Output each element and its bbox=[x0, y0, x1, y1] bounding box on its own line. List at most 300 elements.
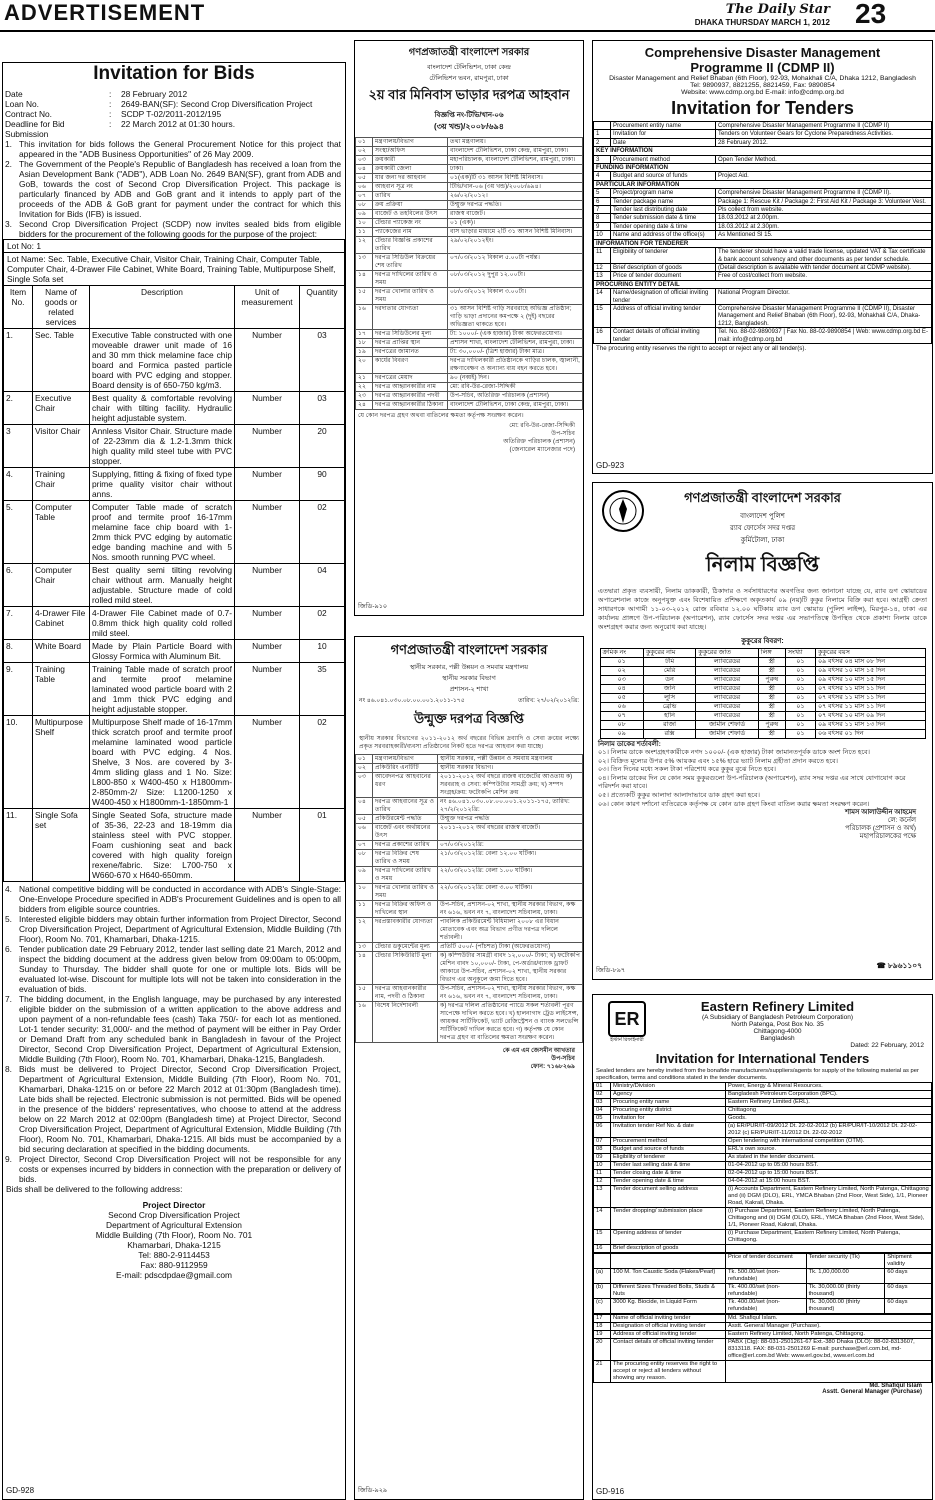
row-number: 12 bbox=[594, 263, 611, 271]
row-value: (Detail description is available with tender document at CDMP website). bbox=[716, 263, 932, 271]
row-value: Tenders on Volunteer Gears for Cyclone Preparedness Activities. bbox=[716, 130, 932, 138]
row-value: Comprehensive Disaster Management Programme II (CDMP II) bbox=[716, 122, 932, 130]
ad-sub-1: (A Subsidiary of Bangladesh Petroleum Corporation) bbox=[701, 1014, 854, 1021]
table-cell: ল্যাবরেডর bbox=[696, 694, 759, 703]
table-row bbox=[594, 289, 932, 305]
table-cell: পুরুষ bbox=[758, 721, 785, 730]
row-label: Brief description of goods bbox=[611, 263, 716, 271]
column-header bbox=[611, 1254, 726, 1269]
table-cell: ০৫ bbox=[600, 694, 643, 703]
table-row-cell: ২৬/০২/২০১২। bbox=[448, 192, 583, 201]
table-row-cell: ১৫ bbox=[356, 985, 373, 1002]
table-row-cell: 02 bbox=[594, 1091, 611, 1099]
table-row-cell: উন্মুক্ত দরপত্র পদ্ধতি। bbox=[448, 201, 583, 210]
ad-code: জিডি-৯২৯ bbox=[358, 1487, 388, 1494]
table-row bbox=[356, 156, 583, 165]
table-row bbox=[594, 248, 932, 264]
masthead bbox=[0, 0, 935, 32]
paragraph bbox=[3, 914, 345, 944]
ad-title: Invitation for Bids bbox=[93, 63, 255, 84]
section-row bbox=[594, 180, 932, 188]
paragraph bbox=[3, 1064, 345, 1154]
table-row-cell: উন্মুক্ত দরপত্র পদ্ধতি bbox=[438, 815, 583, 824]
table-row-cell: দরপত্র প্রাপ্তির স্থান bbox=[373, 339, 448, 348]
row-number: 5 bbox=[594, 189, 611, 197]
table-cell: Annless Visitor Chair. Structure made of 22-23mm dia & 1.2-1.3mm thick high quality mild steel tube with PVC stopper. bbox=[90, 425, 235, 468]
ad-code: GD-916 bbox=[596, 1487, 625, 1496]
table-row-cell: 12 bbox=[594, 1178, 611, 1186]
table-row-cell: ১৩ bbox=[356, 943, 373, 952]
table-row-cell: ১০ bbox=[356, 219, 373, 228]
table-cell: Sec. Table bbox=[33, 329, 90, 392]
ad-ref: নং ৪৬.০৪১.০৩০.০৮.০০.০০১.২০১১-১৭৫ bbox=[359, 698, 465, 704]
row-value: Free of cost/collect from website. bbox=[716, 272, 932, 280]
term-item: ০৩। তিন দিনের মধ্যে সকল টাকা পরিশোধ করে কুকুর বুঝে নিতে হবে। bbox=[598, 766, 777, 774]
row-value: Comprehensive Disaster Management Programme II (CDMP II), Disaster Management and Relief Bhaban (6th Floor), 92-93, Mohakhali C/A, Dhaka-1212, Bangladesh. bbox=[716, 304, 932, 327]
table-row bbox=[594, 189, 932, 197]
table-row-cell: প্রশাসন শাখা, বাংলাদেশ টেলিভিশন, রামপুরা, ঢাকা। bbox=[448, 339, 583, 348]
table-cell: 10 bbox=[300, 640, 345, 663]
table-row bbox=[356, 401, 583, 410]
table-cell: Number bbox=[235, 329, 300, 392]
table-row bbox=[356, 985, 583, 1002]
paragraph-text: The Government of the People's Republic of Bangladesh has received a loan from the Asian Development Bank ("ADB"), ADB Loan No. 2649 BAN(SF), grant from ADB and GoB, towards the cost of Second Crop Diversification Project. This package is particularly financed by ADB and GoB grant and it intends to apply part of the proceeds of the ADB & GoB grant for payment under the contract for which this Invitation for Bids (IFB) is issued. bbox=[19, 159, 341, 219]
table-row-cell: ক্রয়কারী জেলা bbox=[373, 165, 448, 174]
row-label: Procurement method bbox=[611, 155, 716, 163]
table-row-cell: (i) Accounts Department, Eastern Refinery Limited, North Patenga, Chittagong and (ii) DGM (DLO), ERL, YMCA Bhaban (2nd Floor, West Side), 1/1, Pioneer Road, Kakrail, Dhaka. bbox=[726, 1186, 932, 1208]
paragraph-text: Tender publication date 29 February 2012, tender last selling date 21 March, 2012 and inspect the bidding document at the address given below from 09:00am to 05:00pm, Sunday to Thursday. The bidder shall quote for one or multiple lots. Bids will be evaluated lot-wise. Discount for multiple lots will not be taken into consideration in the evaluation of bids. bbox=[19, 944, 341, 994]
signature-line: পরিচালক (প্রশাসন ও অর্থ) bbox=[845, 825, 916, 833]
table-cell: ব্রেভি bbox=[643, 703, 695, 712]
signature-line: Department of Agricultural Extension bbox=[106, 1220, 242, 1230]
table-cell: ০১ bbox=[785, 667, 815, 676]
table-row bbox=[356, 383, 583, 392]
tender-table bbox=[355, 137, 583, 410]
table-cell: Best quality & comfortable revolving chair with tilting facility. Hydraulic height adjustable system. bbox=[90, 392, 235, 425]
table-row bbox=[594, 1146, 932, 1154]
key-field-value: SCDP T-02/2011-2012/195 bbox=[121, 109, 222, 119]
ad-address: টেলিভিশন ভবন, রামপুরা, ঢাকা bbox=[429, 75, 509, 82]
table-row bbox=[356, 165, 583, 174]
table-row bbox=[594, 1083, 932, 1091]
table-row bbox=[356, 147, 583, 156]
table-row bbox=[356, 219, 583, 228]
table-row-cell: মন্ত্রণালয়/বিভাগ bbox=[373, 755, 438, 764]
table-cell: 04 bbox=[300, 564, 345, 607]
table-row-cell: মন্ত্রণালয়/বিভাগ bbox=[373, 138, 448, 147]
table-cell: ০৭ বৎসর ১১ মাস ১১ দিন bbox=[815, 703, 925, 712]
table-row-cell: 05 bbox=[594, 1115, 611, 1123]
table-row-cell: দরপত্র আহ্বানকারীর পদবী bbox=[373, 392, 448, 401]
table-row bbox=[356, 305, 583, 330]
goods-row bbox=[594, 1284, 932, 1299]
table-row-cell: ০৮/০৩/২০১২ বিকাল ৩.০০টা। bbox=[448, 288, 583, 305]
ad-org-title-2: Programme II (CDMP II) bbox=[690, 60, 835, 75]
table-cell: স্ত্রী bbox=[758, 694, 785, 703]
goods-row-cell: 60 days bbox=[885, 1299, 932, 1314]
table-cell: 03 bbox=[300, 392, 345, 425]
table-row-cell: ০৬ bbox=[356, 183, 373, 192]
row-label: Tender last distributing date bbox=[611, 206, 716, 214]
signature-line: মহাপরিচালকের পক্ষে bbox=[859, 833, 916, 841]
table-cell: Number bbox=[235, 392, 300, 425]
row-label: Eligibility of tenderer bbox=[611, 248, 716, 264]
table-row-cell: ০৭ bbox=[356, 192, 373, 201]
table-row-cell: নং ৪৬.০৪১.০৩০.০৮.০০.০০১.২০১১-১৭৫, তারিখ: ২৭/২/২০১২খ্রি: bbox=[438, 798, 583, 815]
table-row bbox=[594, 1115, 932, 1123]
table-row bbox=[594, 1331, 932, 1339]
term-item: ০৫। প্রত্যেকটি কুকুর আলাদা আলাদাভাবে ডাক গ্রহণ করা হবে। bbox=[598, 791, 760, 799]
table-row bbox=[4, 640, 345, 663]
table-cell: ০৪ bbox=[600, 685, 643, 694]
section-title: ADVERTISEMENT bbox=[4, 0, 206, 25]
section-row bbox=[594, 280, 932, 288]
ad-sub-4: Bangladesh bbox=[760, 1035, 795, 1042]
table-row-cell: 13 bbox=[594, 1186, 611, 1208]
table-row-cell: দরপত্র দাখিলকারী প্রতিষ্ঠানকে গাড়ির চালক, জ্বালানী, রক্ষণাবেক্ষণ ও অন্যান্য ব্যয় বহন করতে হবে। bbox=[448, 357, 583, 374]
key-field-row bbox=[3, 119, 345, 139]
table-row-cell: ০৫ bbox=[356, 174, 373, 183]
key-field-colon: : bbox=[109, 99, 112, 109]
table-cell: ল্যাবরেডর bbox=[696, 685, 759, 694]
table-cell: Made by Plain Particle Board with Glossy Formica with Aluminum Bit. bbox=[90, 640, 235, 663]
table-row-cell: উপ-সচিব, অতিরিক্ত পরিচালক (প্রশাসন) bbox=[448, 392, 583, 401]
table-row-cell: মহাপরিচালক, বাংলাদেশ টেলিভিশন, রামপুরা, ঢাকা। bbox=[448, 156, 583, 165]
paragraph-text: The bidding document, in the English language, may be purchased by any interested eligible bidder on the submission of a written application to the above address and upon payment of a non-refundable fees (cash) Taka 750/- for each lot as mentioned. Lot-1 tender security: 31,000/- and the method of payment will be either in Pay Order or Demand Draft from any scheduled bank in Bangladesh in favour of the Project Director, Second Crop Diversification Project, Department of Agricultural Extension, Middle Building (7th Floor), Room No. 701, Khamarbari, Dhaka-1215, Bangladesh. bbox=[19, 994, 341, 1064]
row-label: Name/designation of official inviting tender bbox=[611, 289, 716, 305]
table-row bbox=[600, 694, 925, 703]
table-row-cell: Name of official inviting tender bbox=[611, 1315, 726, 1323]
paragraph bbox=[3, 159, 345, 219]
table-cell: ০৯ বৎসর ০৪ মাস ০৮ দিন bbox=[815, 658, 925, 667]
paragraph-number: 9. bbox=[5, 1154, 12, 1164]
table-row-cell: দরপত্র বিক্রির শেষ তারিখ ও সময় bbox=[373, 850, 438, 867]
table-row bbox=[600, 658, 925, 667]
table-row-cell: ২২/০৩/২০১২খ্রি: বেলা ৩.০০ ঘটিকা। bbox=[438, 884, 583, 901]
table-cell: ০৮ bbox=[600, 721, 643, 730]
table-row bbox=[356, 943, 583, 952]
table-row-cell: PABX (Ctg): 88-031-2501261-67 Ext.-380 Dhaka (DLO): 88-02-8313607, 8313118. FAX: 88-031-2501269 E-mail: purchase@erl.com.bd, md-office@erl.com.bd Web: www.erl.gov.bd, www.erl.com.bd bbox=[726, 1339, 932, 1361]
table-row bbox=[4, 329, 345, 392]
table-row bbox=[594, 1099, 932, 1107]
table-row-cell: Eastern Refinery Limited (ERL). bbox=[726, 1099, 932, 1107]
table-cell: ০১ bbox=[785, 712, 815, 721]
table-row bbox=[594, 1245, 932, 1253]
table-row-cell: মো: রবি-উর-রেজা-সিদ্দিকী bbox=[448, 383, 583, 392]
table-row-cell: দরপত্র খোলার তারিখ ও সময় bbox=[373, 884, 438, 901]
row-value: Project Aid. bbox=[716, 172, 932, 180]
paragraph-text: This invitation for bids follows the General Procurement Notice for this project that appeared in the "ADB Business Opportunities" of 26 May 2009. bbox=[19, 139, 341, 159]
row-value: Open Tender Method. bbox=[716, 155, 932, 163]
row-label: Name and address of the office(s) bbox=[611, 231, 716, 239]
table-cell: স্ত্রী bbox=[758, 712, 785, 721]
table-row-cell: Opening address of tender bbox=[611, 1230, 726, 1245]
table-row-cell: ১৪ bbox=[356, 952, 373, 985]
goods-row-cell: 3000 Kg. Biocide, in Liquid Form bbox=[611, 1299, 726, 1314]
signature-line: Md. Shafiqul Islam bbox=[869, 1383, 922, 1389]
ad-org-title: Comprehensive Disaster Management bbox=[644, 45, 881, 60]
ad-lgd-open-tender bbox=[354, 636, 584, 1500]
table-cell: ০১ bbox=[785, 730, 815, 739]
ad-hq: র‌্যাব ফোর্সেস সদর দপ্তর bbox=[729, 525, 796, 532]
table-row-cell: ১২ bbox=[356, 237, 373, 254]
key-field-label: Date bbox=[5, 89, 23, 99]
ad-org: বাংলাদেশ টেলিভিশন, ঢাকা কেন্দ্র bbox=[427, 64, 511, 71]
table-cell: White Board bbox=[33, 640, 90, 663]
table-row-cell: দরপত্র আহবানকারীর নাম, পদবী ও ঠিকানা bbox=[373, 985, 438, 1002]
table-row-cell: Address of official inviting tender bbox=[611, 1331, 726, 1339]
lot-number: Lot No: 1 bbox=[3, 239, 345, 252]
table-row-cell: Md. Shafiqul Islam. bbox=[726, 1315, 932, 1323]
table-cell: Computer Chair bbox=[33, 564, 90, 607]
terms-list bbox=[593, 749, 932, 809]
ad-eastern-refinery bbox=[592, 994, 933, 1500]
row-number: 14 bbox=[594, 289, 611, 305]
table-cell: 11. bbox=[4, 809, 33, 882]
table-cell: জার্মান শেফার্ড bbox=[696, 730, 759, 739]
table-cell: ০৯ বৎসর ১০ মাস ১৫ দিন bbox=[815, 676, 925, 685]
table-row-cell: ০৪ bbox=[356, 798, 373, 815]
table-row-cell: Agency bbox=[611, 1091, 726, 1099]
table-row-cell: ERL's own source. bbox=[726, 1146, 932, 1154]
erl-logo-icon: ER bbox=[608, 1001, 646, 1037]
table-row-cell: স্থানীয় সরকার, পল্লী উন্নয়ন ও সমবায় মন্ত্রণালয় bbox=[438, 755, 583, 764]
table-row-cell: Procuring entity name bbox=[611, 1099, 726, 1107]
column-header: ক্রমিক নং bbox=[600, 649, 643, 658]
table-row-cell: ১৯ bbox=[356, 348, 373, 357]
paragraph bbox=[3, 884, 345, 914]
table-cell: হানি bbox=[643, 712, 695, 721]
row-value: Tel. No. 88-02-9890937 | Fax No. 88-02-9890854 | Web: www.cdmp.org.bd E-mail: info@cdmp.org.bd bbox=[716, 328, 932, 344]
table-row-cell: ১৮ bbox=[356, 339, 373, 348]
table-row bbox=[356, 348, 583, 357]
section-label: FUNDING INFORMATION bbox=[594, 164, 932, 172]
row-label: Tender submission date & time bbox=[611, 214, 716, 222]
table-row-cell: 04 bbox=[594, 1107, 611, 1115]
table-row-cell: দরপত্র আহ্বানকারীর ঠিকানা bbox=[373, 401, 448, 410]
ad-code: GD-928 bbox=[6, 1486, 35, 1495]
row-number: 1 bbox=[594, 130, 611, 138]
paragraph-text: Interested eligible bidders may obtain further information from Project Director, Second Crop Diversification Project, Department of Agricultural Extension, Middle Building (7th Floor), Room No. 701, Khamarbari, Dhaka-1215. bbox=[19, 914, 341, 944]
ad-title: নিলাম বিজ্ঞপ্তি bbox=[705, 554, 820, 576]
table-cell: ০৯ বৎসর ১০ মাস ১৫ দিন bbox=[815, 667, 925, 676]
signature-block bbox=[3, 1200, 345, 1280]
signature-block bbox=[593, 1383, 932, 1395]
table-row-cell: ০১ bbox=[356, 755, 373, 764]
table-cell: ০৩ bbox=[600, 676, 643, 685]
row-label: Budget and source of funds bbox=[611, 172, 716, 180]
table-row-cell: বাজেট ও তহবিলের উৎস bbox=[373, 210, 448, 219]
table-cell: ল্যাবরেডর bbox=[696, 658, 759, 667]
table-row bbox=[594, 304, 932, 327]
table-row-cell: (i) Purchase Department, Eastern Refinery Limited, North Patenga, Chittagong. bbox=[726, 1230, 932, 1245]
term-item: ০৪। নিলাম ডাকের দিন যে কোন সময় কুকুরগুলো উপ-পরিচালক (অপারেশন), র‌্যাব সদর দপ্তর এর সাথে যোগাযোগ করে পরিদর্শন করা যাবে। bbox=[598, 774, 906, 791]
table-row bbox=[594, 122, 932, 130]
key-field-label: Loan No. bbox=[5, 99, 39, 109]
signature-line: অতিরিক্ত পরিচালক (প্রশাসন) bbox=[503, 438, 575, 445]
table-row bbox=[356, 339, 583, 348]
table-row-cell: 02-04-2012 up to 15:00 hours BST. bbox=[726, 1170, 932, 1178]
table-row bbox=[594, 172, 932, 180]
ad-govt-header: গণপ্রজাতন্ত্রী বাংলাদেশ সরকার bbox=[684, 490, 841, 505]
erl-logo-caption: ইস্টার্ন রিফাইনারী bbox=[610, 1037, 644, 1043]
table-row-cell: ক্রয় প্রক্রিয়া bbox=[373, 201, 448, 210]
key-field-label: Deadline for Bid Submission bbox=[5, 119, 65, 139]
table-row bbox=[356, 824, 583, 841]
row-label: Address of official inviting tender bbox=[611, 304, 716, 327]
table-row-cell: 15 bbox=[594, 1230, 611, 1245]
table-row-cell: ২০১১-২০১২ অর্থ বছরের রাজস্ব বাজেট। bbox=[438, 824, 583, 841]
signature-line: লে: কর্নেল bbox=[887, 817, 916, 825]
column-header: Quantity bbox=[300, 286, 345, 329]
table-row-cell: ০৭/০৩/২০১২খ্রি: bbox=[438, 841, 583, 850]
table-cell: Executive Chair bbox=[33, 392, 90, 425]
ad-address: কুর্মিটোলা, ঢাকা bbox=[740, 537, 785, 544]
table-row bbox=[594, 206, 932, 214]
goods-row-cell: 60 days bbox=[885, 1269, 932, 1284]
table-row bbox=[356, 330, 583, 339]
key-field-row bbox=[3, 109, 345, 119]
table-cell: Single Seated Sofa, structure made of 35-36, 22-23 and 18-19mm dia stainless steel with PVC stopper. Foam cushioning seat and back covered with high quality foreign rexene/fabric. Size: L700-750 x W660-670 x H640-650mm. bbox=[90, 809, 235, 882]
goods-row-cell: Tk. 400.00/set (non-refundable) bbox=[726, 1299, 807, 1314]
table-cell: 03 bbox=[300, 329, 345, 392]
goods-row-cell: Different Sizes Threaded Bolts, Studs & Nuts bbox=[611, 1284, 726, 1299]
table-cell: 35 bbox=[300, 663, 345, 716]
column-header: Price of tender document bbox=[726, 1254, 807, 1269]
row-number: 3 bbox=[594, 155, 611, 163]
ad-sub-2: North Patenga, Post Box No. 35 bbox=[731, 1021, 824, 1028]
table-cell: স্ত্রী bbox=[758, 703, 785, 712]
table-row-cell: সংস্থা/অফিস bbox=[373, 147, 448, 156]
column-header: সংখ্যা bbox=[785, 649, 815, 658]
table-row-cell: Budget and source of funds bbox=[611, 1146, 726, 1154]
table-row-cell: টেন্ডার প্যাকেজ নং bbox=[373, 219, 448, 228]
table-row-cell: প্রকিউরমেন্ট পদ্ধতি bbox=[373, 815, 438, 824]
paragraph bbox=[3, 944, 345, 994]
ad-code: জিডি-৮৯৭ bbox=[596, 967, 626, 974]
table-row-cell: 07 bbox=[594, 1138, 611, 1146]
row-number: 15 bbox=[594, 304, 611, 327]
table-row bbox=[356, 288, 583, 305]
table-cell: 8. bbox=[4, 640, 33, 663]
paragraph-number: 3. bbox=[5, 219, 12, 229]
table-cell: পুরুষ bbox=[758, 676, 785, 685]
signature-line: Tel: 880-2-9114453 bbox=[138, 1250, 210, 1260]
column-header: Tender security (Tk) bbox=[806, 1254, 885, 1269]
paragraph-number: 1. bbox=[5, 139, 12, 149]
table-row-cell: 18 bbox=[594, 1323, 611, 1331]
table-row bbox=[600, 721, 925, 730]
row-label: Project/program name bbox=[611, 189, 716, 197]
table-row-cell: ০৯ bbox=[356, 867, 373, 884]
table-row-cell: ০৮ bbox=[356, 850, 373, 867]
signature-line: Asstt. General Manager (Purchase) bbox=[822, 1389, 922, 1395]
table-row-cell: বাজেট এবং অর্থায়নের উৎস bbox=[373, 824, 438, 841]
row-number: 16 bbox=[594, 328, 611, 344]
table-row bbox=[594, 1154, 932, 1162]
page-number: 23 bbox=[855, 0, 887, 29]
table-row bbox=[356, 392, 583, 401]
goods-row-cell: (a) bbox=[594, 1269, 611, 1284]
table-row-cell: ২৯/০২/২০১২ইং। bbox=[448, 237, 583, 254]
signature-line: ফোন: ৭১৬৮২৬৯ bbox=[530, 1063, 575, 1070]
ad-date: তারিখ: ২৭/০২/২০১২খ্রি: bbox=[518, 698, 579, 704]
goods-table bbox=[593, 1253, 932, 1314]
table-row bbox=[594, 1361, 932, 1383]
table-row-cell: ০৬ bbox=[356, 824, 373, 841]
row-value: 28 February 2012. bbox=[716, 138, 932, 146]
ad-ref-2: (৩য় খন্ড)/২০০৮/৬৯৪ bbox=[434, 122, 504, 131]
paragraph-text: Project Director, Second Crop Diversification Project will not be responsible for any costs or expenses incurred by bidders in connection with the preparation or delivery of bids. bbox=[19, 1154, 341, 1184]
table-row-cell: ১০ bbox=[356, 884, 373, 901]
row-value: As Mentioned Sl 15. bbox=[716, 231, 932, 239]
table-cell: Number bbox=[235, 663, 300, 716]
tender-table bbox=[593, 1082, 932, 1253]
row-value: 18.03.2012 at 2.30pm. bbox=[716, 222, 932, 230]
signature-line: Middle Building (7th Floor), Room No. 701 bbox=[95, 1230, 253, 1240]
table-row bbox=[356, 357, 583, 374]
table-cell: Multipurpose Shelf made of 16-17mm thick scratch proof and termite proof melamine laminated wood particle board with PVC edging. 4 Nos. Shelve, 3 Nos. are covered by 3-4mm sliding glass and 1 No. Size: L800-850 x W400-450 x H1800mm-2-850mm-2/ Size: L1200-1250 x W400-450 x H1800mm-1-1850mm-1 bbox=[90, 716, 235, 809]
section-label: PARTICULAR INFORMATION bbox=[594, 180, 932, 188]
table-row-cell: Bangladesh Petroleum Corporation (BPC). bbox=[726, 1091, 932, 1099]
goods-row-cell: Tk. 30,000.00 (thirty thousand) bbox=[806, 1284, 885, 1299]
ad-title: উন্মুক্ত দরপত্র বিজ্ঞপ্তি bbox=[414, 711, 524, 726]
table-row bbox=[594, 328, 932, 344]
table-row bbox=[594, 1208, 932, 1230]
row-value: Comprehensive Disaster Management Programme II (CDMP II). bbox=[716, 189, 932, 197]
table-row-cell: 14 bbox=[594, 1208, 611, 1230]
table-cell: জনি bbox=[643, 685, 695, 694]
key-field-row bbox=[3, 99, 345, 109]
row-label: Invitation for bbox=[611, 130, 716, 138]
table-row bbox=[600, 703, 925, 712]
column-header: কুকুরের বয়স bbox=[815, 649, 925, 658]
table-cell: রাজা bbox=[643, 721, 695, 730]
table-row-cell: দরপত্র খোলার তারিখ ও সময় bbox=[373, 288, 448, 305]
table-row-cell: Procurement method bbox=[611, 1138, 726, 1146]
table-row-cell: (i) Purchase Department, Eastern Refinery Limited, North Patenga, Chittagong and (ii) DGM (DLO), ERL, YMCA Bhaban (2nd Floor, West Side), 1/1, Pioneer Road, Kakrail, Dhaka. bbox=[726, 1208, 932, 1230]
table-row bbox=[594, 1315, 932, 1323]
ad-intro: Sealed tenders are hereby invited from the bonafide manufacturers/suppliers/agents for supply of the following material as per specification, terms and conditions stated in the tender documents. bbox=[596, 1068, 919, 1081]
table-row bbox=[594, 138, 932, 146]
table-row bbox=[356, 918, 583, 943]
ad-note: যে কোন দরপত্র গ্রহণ অথবা বাতিলের ক্ষমতা কর্তৃপক্ষ সংরক্ষণ করেন। bbox=[358, 412, 524, 419]
table-row bbox=[356, 374, 583, 383]
table-cell: 4-Drawer File Cabinet bbox=[33, 607, 90, 640]
table-row-cell: ০৩ bbox=[356, 156, 373, 165]
table-cell: ০৬ bbox=[600, 703, 643, 712]
table-row-cell: ১৬ bbox=[356, 1002, 373, 1043]
ad-sub-3: Chittagong-4000 bbox=[753, 1028, 802, 1035]
table-cell: Computer Table made of scratch proof and termite proof 16-17mm melamine face chip board with 1-2mm thick PVC edging by automatic edge banding machine and with 5 Nos. smooth running PVC wheel. bbox=[90, 501, 235, 564]
ad-ministry: স্থানীয় সরকার, পল্লী উন্নয়ন ও সমবায় মন্ত্রণালয় bbox=[409, 664, 529, 671]
table-cell: 4-Drawer File Cabinet made of 0.7-0.8mm thick high quality cold rolled mild steel. bbox=[90, 607, 235, 640]
dateline: DHAKA THURSDAY MARCH 1, 2012 bbox=[694, 18, 830, 27]
table-cell: Number bbox=[235, 640, 300, 663]
table-row bbox=[594, 197, 932, 205]
ad-title: ২য় বার মিনিবাস ভাড়ার দরপত্র আহবান bbox=[368, 87, 570, 102]
key-field-value: 2649-BAN(SF): Second Crop Diversification Project bbox=[121, 99, 313, 109]
ad-code: GD-923 bbox=[596, 461, 625, 470]
section-row bbox=[594, 239, 932, 247]
table-row bbox=[356, 850, 583, 867]
signature-line: E-mail: pdscdpdae@gmail.com bbox=[115, 1270, 233, 1280]
table-row bbox=[356, 815, 583, 824]
table-row bbox=[356, 773, 583, 798]
table-cell: 02 bbox=[300, 501, 345, 564]
ad-note: The procuring entity reserves the right to accept or reject any or all tender(s). bbox=[596, 344, 807, 352]
table-cell: 4. bbox=[4, 468, 33, 501]
